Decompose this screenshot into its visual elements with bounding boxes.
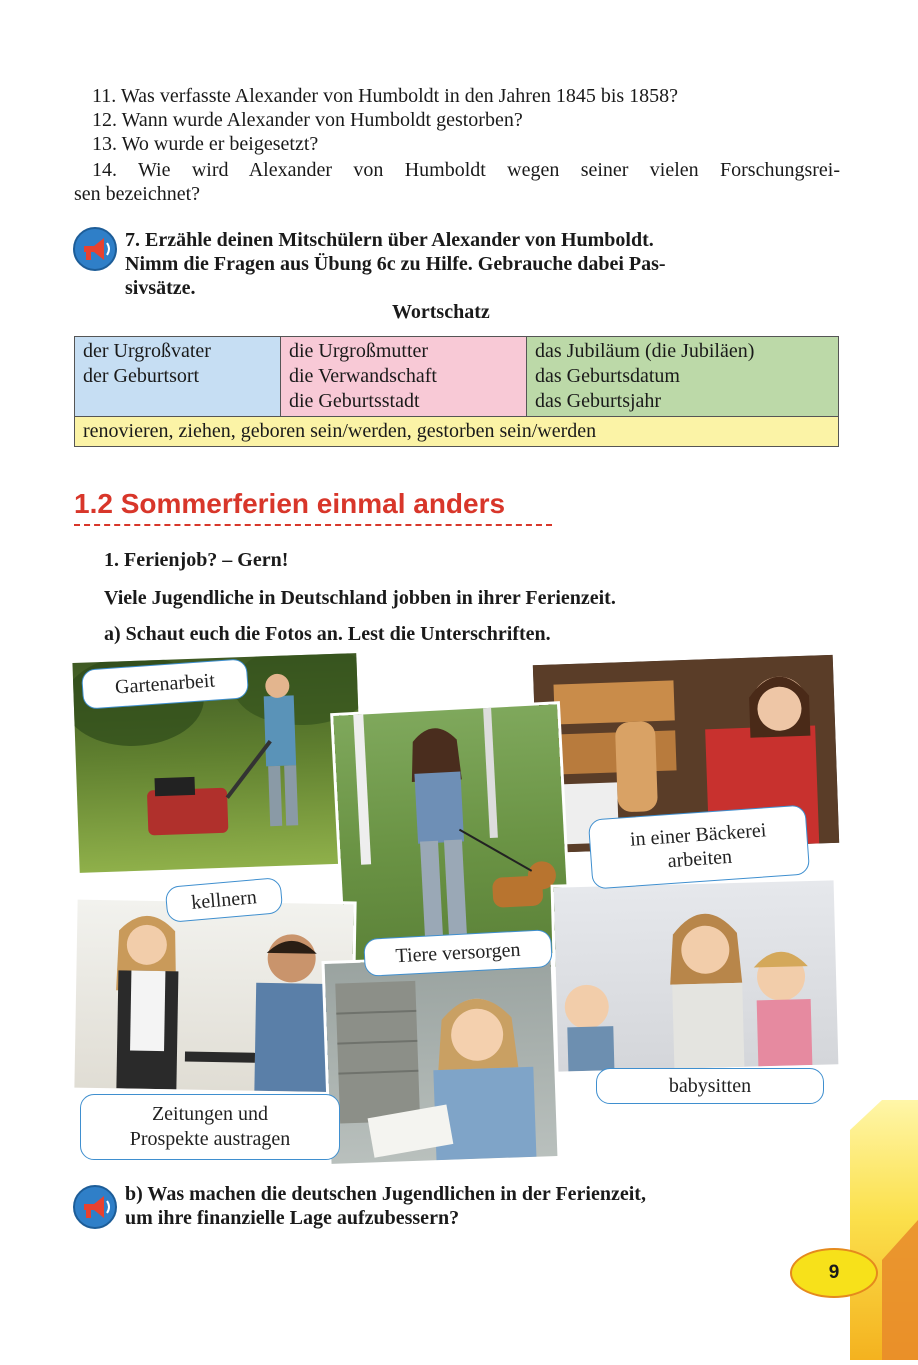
vocab-item: die Urgroßmutter [289, 340, 429, 362]
vocab-item: das Geburtsjahr [535, 390, 662, 412]
vocab-verbs: renovieren, ziehen, geboren sein/werden, gestorben sein/werden [75, 417, 839, 447]
caption-animals: Tiere versorgen [363, 929, 553, 977]
task-1a: a) Schaut euch die Fotos an. Lest die Unterschriften. [104, 623, 551, 645]
task-1-title: 1. Ferienjob? – Gern! [104, 549, 289, 571]
photo-babysitting [554, 880, 839, 1071]
question-13: 13. Wo wurde er beigesetzt? [92, 133, 319, 155]
caption-bakery-line-1: in einer Bäckerei [629, 819, 768, 851]
vocab-item: der Geburtsort [83, 365, 200, 387]
vocab-col-3 [527, 337, 839, 417]
caption-waiter: kellnern [165, 877, 284, 923]
caption-newspaper-line-2: Prospekte austragen [129, 1128, 291, 1150]
task-b-line-1: b) Was machen die deutschen Jugendlichen in der Ferienzeit, [125, 1183, 646, 1205]
question-14: 14. Wie wird Alexander von Humboldt wegen seiner vielen Forschungsrei- [92, 159, 840, 181]
page-number: 9 [790, 1248, 878, 1298]
section-underline [74, 524, 552, 526]
caption-newspaper-line-1: Zeitungen und [151, 1103, 269, 1125]
question-14-cont: sen bezeichnet? [74, 183, 201, 205]
caption-newspaper [80, 1094, 340, 1160]
vocab-item: das Jubiläum (die Jubiläen) [535, 340, 755, 362]
photo-newspaper [325, 956, 558, 1164]
vocab-item: die Verwandschaft [289, 365, 437, 387]
vocab-title: Wortschatz [392, 301, 490, 323]
question-11: 11. Was verfasste Alexander von Humboldt in den Jahren 1845 bis 1858? [92, 85, 679, 107]
caption-bakery-line-2: arbeiten [666, 845, 733, 873]
megaphone-icon [72, 226, 118, 272]
task-1-intro: Viele Jugendliche in Deutschland jobben in ihrer Ferienzeit. [104, 587, 616, 609]
vocab-item: die Geburtsstadt [289, 390, 420, 412]
task-7-line-3: sivsätze. [125, 277, 196, 299]
vocab-table [74, 336, 839, 447]
task-b-line-2: um ihre finanzielle Lage aufzubessern? [125, 1207, 460, 1229]
task-7-line-2: Nimm die Fragen aus Übung 6c zu Hilfe. Gebrauche dabei Pas- [125, 253, 666, 275]
vocab-col-1 [75, 337, 281, 417]
task-7-line-1: 7. Erzähle deinen Mitschülern über Alexander von Humboldt. [125, 229, 654, 251]
vocab-col-2 [281, 337, 527, 417]
vocab-item: das Geburtsdatum [535, 365, 680, 387]
caption-bakery [588, 804, 810, 889]
page-edge-band [850, 1100, 918, 1360]
photo-waiter [74, 900, 353, 1093]
section-title: 1.2 Sommerferien einmal anders [74, 488, 506, 519]
megaphone-icon [72, 1184, 118, 1230]
vocab-item: der Urgroßvater [83, 340, 211, 362]
caption-babysitting: babysitten [596, 1068, 824, 1104]
question-12: 12. Wann wurde Alexander von Humboldt gestorben? [92, 109, 523, 131]
caption-gardening: Gartenarbeit [81, 658, 249, 709]
